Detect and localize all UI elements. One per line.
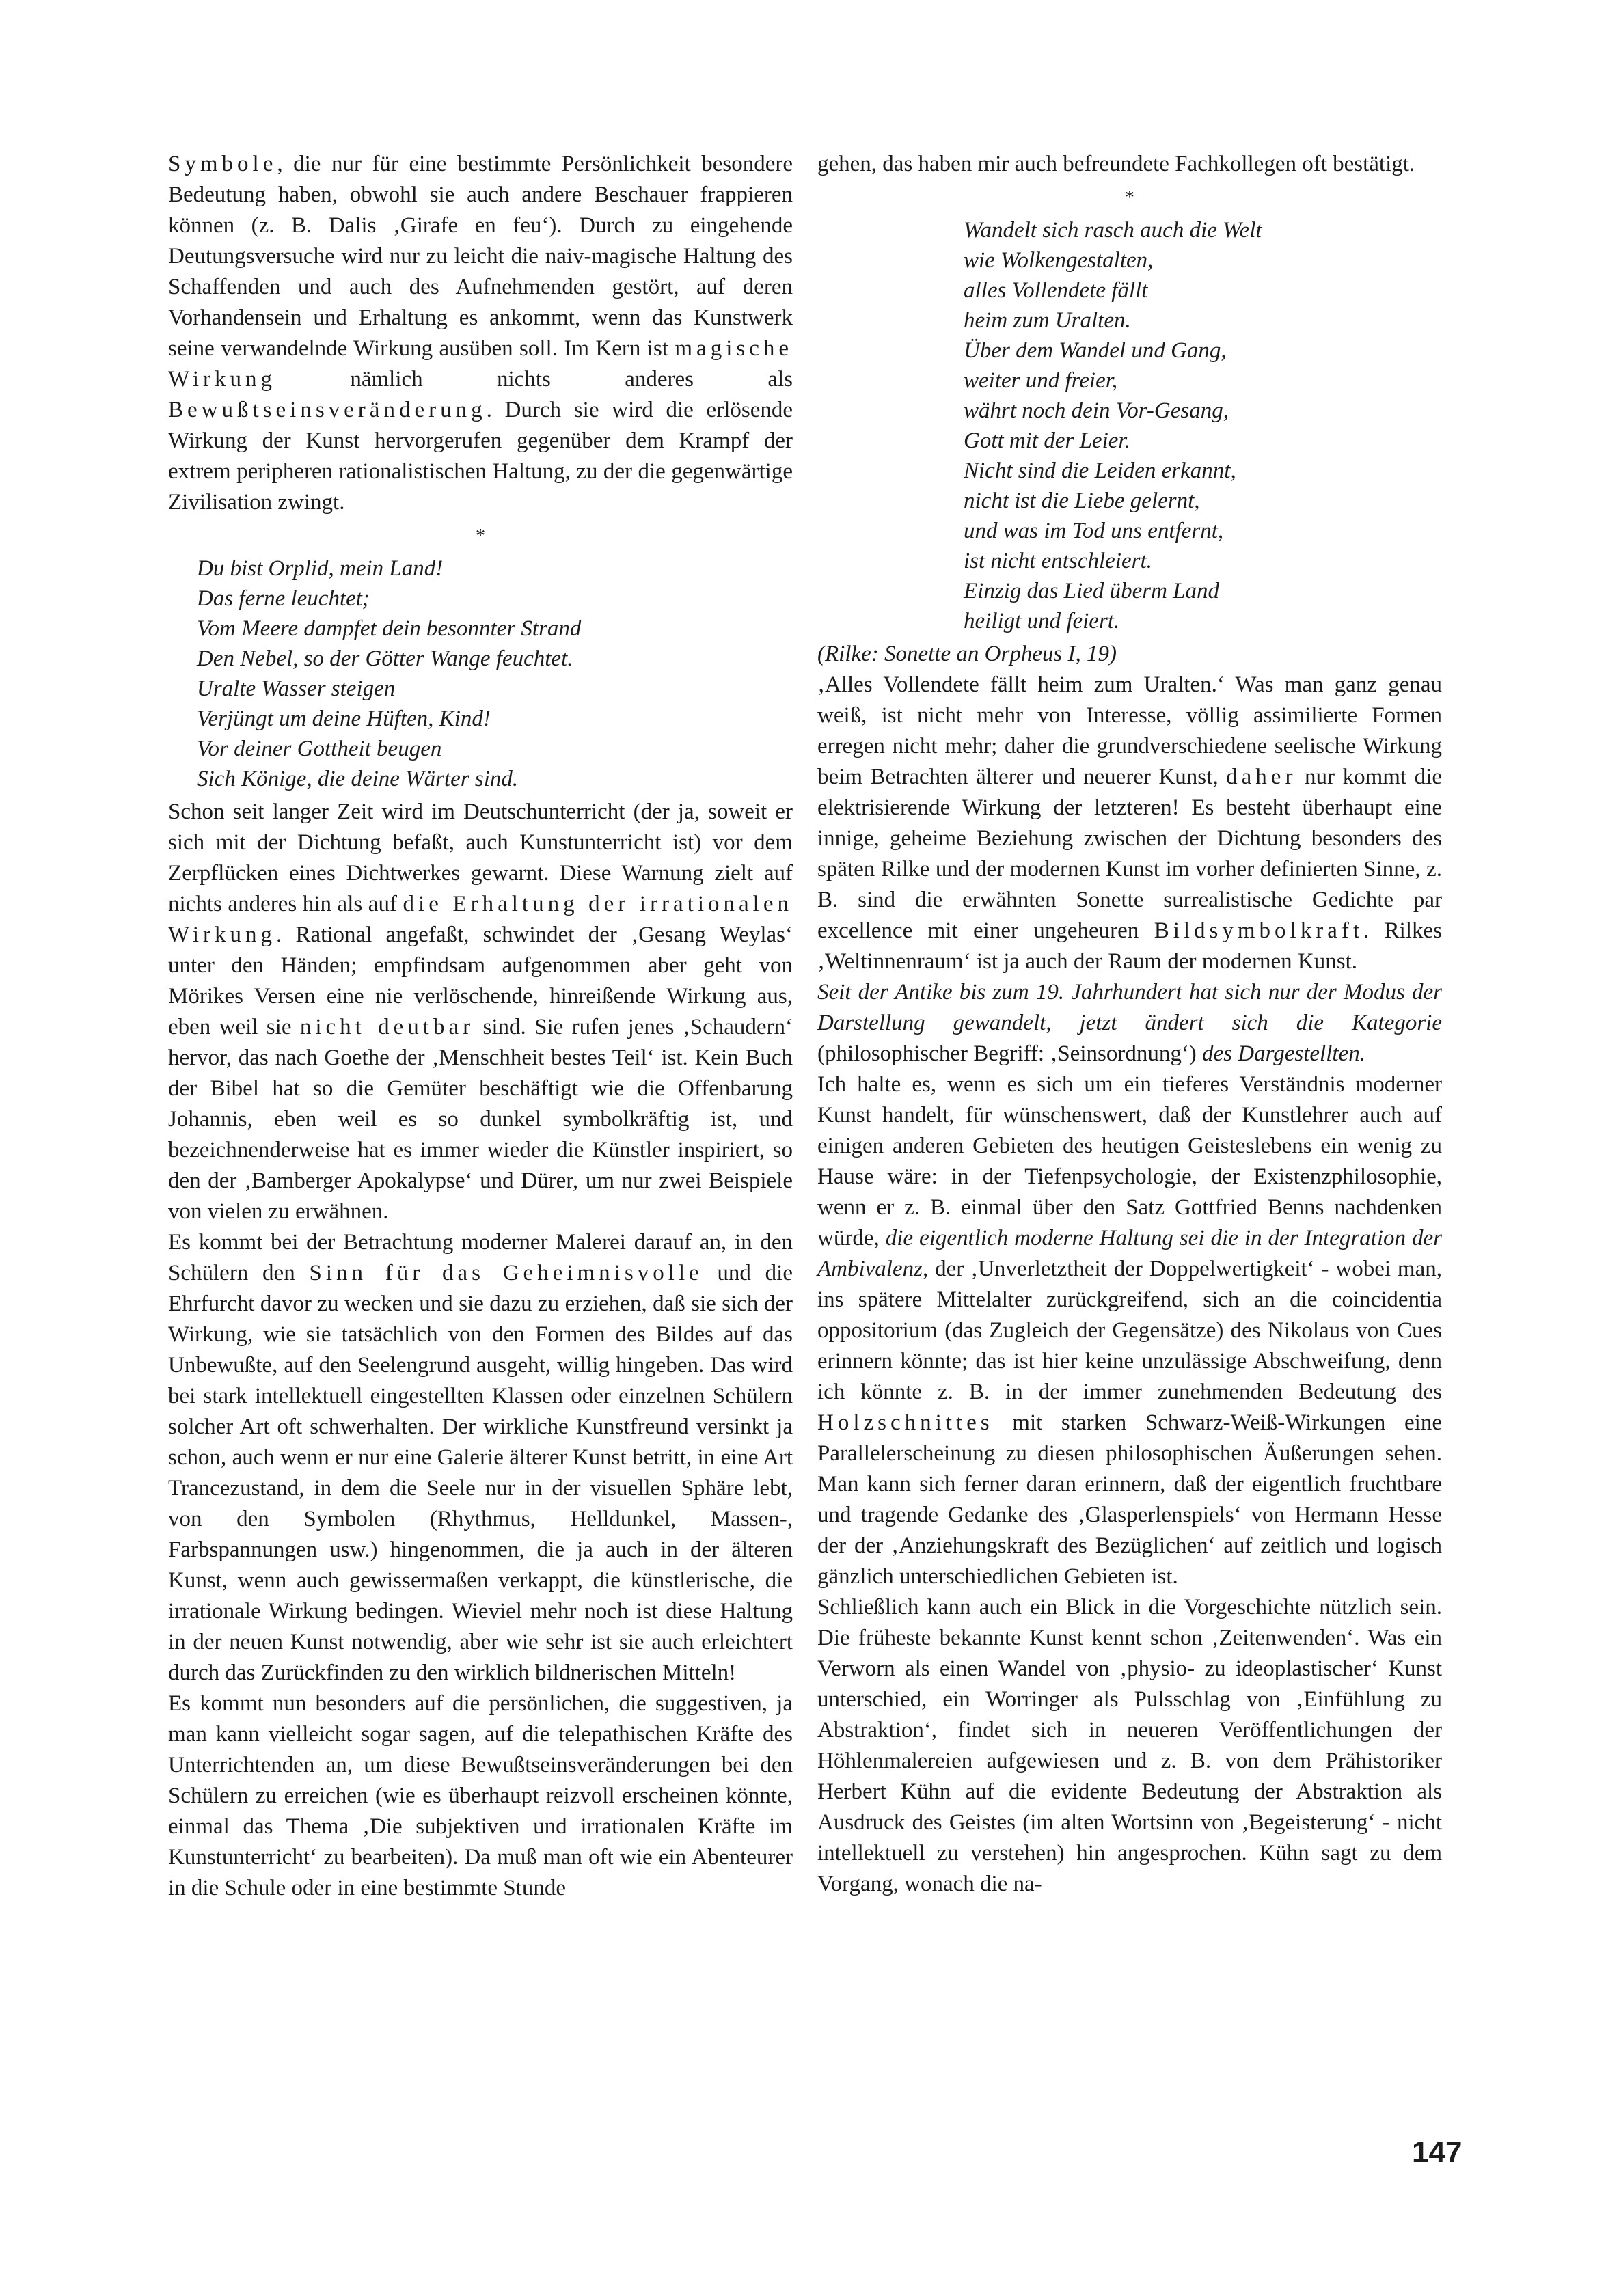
paragraph-continuation: gehen, das haben mir auch befreundete Fachkollegen oft bestätigt. [817, 152, 1415, 176]
italic-text: die eigentlich moderne Haltung sei die in der Integration der Ambivalenz [817, 1226, 1443, 1281]
paragraph-text: nur kommt die elektrisierende Wirkung der letzteren! Es besteht überhaupt eine innige, geheime Beziehung zwischen der Dichtung besonders des späten Rilke und der modernen Kunst im vorher definierten Sinne, z. B. sind die erwähnten Sonette surrealistische Gedichte par excellence mit einer ungeheuren [817, 765, 1442, 943]
paragraph-moderne-malerei [168, 1227, 793, 1689]
paragraph-text: , der ‚Unverletztheit der Doppelwertigkeit‘ - wobei man, ins spätere Mittelalter zurückgreifend, sich an die coincidentia oppositorium (das Zugleich der Gegensätze) des Nikolaus von Cues erinnern könnte; das ist hier keine unzulässige Abschweifung, denn ich könnte z. B. in der immer zunehmenden Bedeutung des [817, 1257, 1442, 1404]
spaced-term-bildsymbolkraft: Bildsymbolkraft [1154, 918, 1364, 943]
poem-line: Verjüngt um deine Hüften, Kind! [197, 707, 491, 731]
poem-line: Du bist Orplid, mein Land! [197, 556, 444, 581]
poem-line: Wandelt sich rasch auch die Welt [964, 218, 1262, 243]
paragraph-deutschunterricht [168, 797, 793, 1227]
poem-line: Sich Könige, die deine Wärter sind. [197, 767, 519, 791]
poem-line: alles Vollendete fällt [964, 278, 1148, 303]
section-asterisk: * [476, 525, 485, 547]
poem-citation: (Rilke: Sonette an Orpheus I, 19) [817, 642, 1117, 666]
poem-line: weiter und freier, [964, 368, 1118, 393]
paragraph-text: (philosophischer Begriff: ‚Seinsordnung‘) [817, 1041, 1203, 1066]
poem-line: nicht ist die Liebe gelernt, [964, 489, 1200, 513]
poem-line: Den Nebel, so der Götter Wange feuchtet. [197, 646, 573, 671]
section-asterisk: * [1125, 187, 1134, 208]
left-column [168, 149, 793, 1904]
paragraph-text: Ich halte es, wenn es sich um ein tieferes Verständnis moderner Kunst handelt, für wünschenswert, daß der Kunstlehrer auch auf einigen anderen Gebieten des heutigen Geisteslebens ein wenig zu Hause wäre: in der Tiefenpsychologie, der Existenzphilosophie, wenn er z. B. einmal über den Satz Gottfried Benns nachdenken würde, [817, 1072, 1442, 1250]
paragraph-text: mit starken Schwarz-Weiß-Wirkungen eine Parallelerscheinung zu diesen philosophischen Äußerungen sehen. Man kann sich ferner daran erinnern, daß der eigentlich fruchtbare und tragende Gedanke des ‚Glasperlenspiels‘ von Hermann Hesse der der ‚Anziehungskraft des Bezüglichen‘ auf zeitlich und logisch gänzlich unterschiedlichen Gebieten ist. [817, 1410, 1442, 1589]
poem-line: Gott mit der Leier. [964, 428, 1130, 453]
paragraph-text: Es kommt bei der Betrachtung moderner Malerei darauf an, in den Schülern den [168, 1230, 793, 1285]
paragraph-telepathische-kraefte: Es kommt nun besonders auf die persönlichen, die suggestiven, ja man kann vielleicht sogar sagen, auf die telepathischen Kräfte des Unterrichtenden an, um diese Bewußtseinsveränderungen bei den Schülern zu erreichen (wie es überhaupt reizvoll erscheinen könnte, einmal das Thema ‚Die subjektiven und irrationalen Kräfte im Kunstunterricht‘ zu bearbeiten). Da muß man oft wie ein Abenteurer in die Schule oder in eine bestimmte Stunde [168, 1691, 793, 1900]
poem-line: heiligt und feiert. [964, 609, 1120, 633]
paragraph-antike [817, 977, 1442, 1069]
spaced-term-daher: daher [1226, 765, 1297, 789]
poem-orplid [168, 554, 793, 794]
paragraph-text: , die nur für eine bestimmte Persönlichkeit besondere Bedeutung haben, obwohl sie auch andere Beschauer frappieren können (z. B. Dalis ‚Girafe en feu‘). Durch zu eingehende Deutungsversuche wird nur zu leicht die naiv-magische Haltung des Schaffenden und auch des Aufnehmenden gestört, auf deren Vorhandensein und Erhaltung es ankommt, wenn das Kunstwerk seine verwandelnde Wirkung ausüben soll. Im Kern ist [168, 152, 793, 361]
poem-line: Einzig das Lied überm Land [964, 579, 1220, 603]
poem-line: Das ferne leuchtet; [197, 586, 370, 611]
paragraph-text: ‚Alles Vollendete fällt heim zum Uralten.‘ Was man ganz genau weiß, ist nicht mehr von Interesse, völlig assimilierte Formen erregen nicht mehr; daher die grundverschiedene seelische Wirkung beim Betrachten älterer und neuerer Kunst, [817, 672, 1442, 789]
poem-line: heim zum Uralten. [964, 308, 1131, 333]
poem-line: Uralte Wasser steigen [197, 676, 396, 701]
paragraph-vorgeschichte: Schließlich kann auch ein Blick in die Vorgeschichte nützlich sein. Die früheste bekannte Kunst kennt schon ‚Zeitenwenden‘. Was ein Verworn als einen Wandel von ‚physio- zu ideoplastischer‘ Kunst unterschied, ein Worringer als Pulsschlag von ‚Einfühlung zu Abstraktion‘, findet sich in neueren Veröffentlichungen der Höhlenmalereien aufgewiesen und z. B. von dem Prähistoriker Herbert Kühn auf die evidente Bedeutung der Abstraktion als Ausdruck des Geistes (im alten Wortsinn von ‚Begeisterung‘ - nicht intellektuell zu verstehen) hin angesprochen. Kühn sagt zu dem Vorgang, wonach die na- [817, 1595, 1442, 1896]
spaced-term-magische-wirkung: magische Wirkung [168, 336, 793, 392]
paragraph-text: . Durch sie wird die erlösende Wirkung der Kunst hervorgerufen gegenüber dem Krampf der extrem peripheren rationalistischen Haltung, zu der die gegenwärtige Zivilisation zwingt. [168, 398, 793, 515]
page-number: 147 [1412, 2135, 1462, 2169]
poem-rilke [817, 215, 1442, 636]
spaced-term-irrationale-wirkung: die Erhaltung der irrationalen Wirkung [168, 892, 793, 947]
paragraph-text: . Rational angefaßt, schwindet der ‚Gesang Weylas‘ unter den Händen; empfindsam aufgenommen aber geht von Mörikes Versen eine nie verlöschende, hinreißende Wirkung aus, eben weil sie [168, 922, 793, 1039]
paragraph-text: Schon seit langer Zeit wird im Deutschunterricht (der ja, soweit er sich mit der Dichtung befaßt, auch Kunstunterricht ist) vor dem Zerpflücken eines Dichtwerkes gewarnt. Diese Warnung zielt auf nichts anderes hin als auf [168, 800, 793, 916]
spaced-term-symbole: Symbole [168, 152, 277, 176]
spaced-term-nicht-deutbar: nicht deutbar [299, 1015, 475, 1039]
poem-line: währt noch dein Vor-Gesang, [964, 398, 1229, 423]
paragraph-text: sind. Sie rufen jenes ‚Schaudern‘ hervor, das nach Goethe der ‚Menschheit bestes Teil‘ ist. Kein Buch der Bibel hat so die Gemüter beschäftigt wie die Offenbarung Johannis, eben weil es so dunkel symbolkräftig ist, und bezeichnenderweise hat es immer wieder die Künstler inspiriert, so den der ‚Bamberger Apokalypse‘ und Dürer, um nur zwei Beispiele von vielen zu erwähnen. [168, 1015, 793, 1224]
paragraph-kunstlehrer [817, 1069, 1442, 1592]
italic-text: Seit der Antike bis zum 19. Jahrhundert hat sich nur der Modus der Darstellung gewandelt, jetzt ändert sich die Kategorie [817, 980, 1442, 1035]
poem-line: Nicht sind die Leiden erkannt, [964, 459, 1236, 483]
spaced-term-geheimnisvolle: Sinn für das Geheimnisvolle [309, 1261, 703, 1285]
paragraph-vollendete [817, 670, 1442, 977]
italic-text: des Dargestellten. [1202, 1041, 1365, 1066]
paragraph-text: nämlich nichts anderes als [275, 367, 793, 392]
poem-line: Vom Meere dampfet dein besonnter Strand [197, 616, 582, 641]
poem-line: Vor deiner Gottheit beugen [197, 737, 442, 761]
paragraph-text: . Rilkes ‚Weltinnenraum‘ ist ja auch der Raum der modernen Kunst. [817, 918, 1442, 974]
paragraph-symbole [168, 149, 793, 518]
poem-line: und was im Tod uns entfernt, [964, 519, 1224, 543]
poem-line: wie Wolkengestalten, [964, 248, 1154, 273]
poem-line: Über dem Wandel und Gang, [964, 338, 1227, 363]
spaced-term-holzschnittes: Holzschnittes [817, 1410, 994, 1435]
spaced-term-bewusstseinsveraenderung: Bewußtseinsveränderung [168, 398, 487, 422]
paragraph-text: und die Ehrfurcht davor zu wecken und sie dazu zu erziehen, daß sie sich der Wirkung, wie sie tatsächlich von den Formen des Bildes auf das Unbewußte, auf den Seelengrund ausgeht, willig hingeben. Das wird bei stark intellektuell eingestellten Klassen oder einzelnen Schülern solcher Art oft schwerhalten. Der wirkliche Kunstfreund versinkt ja schon, auch wenn er nur eine Galerie älterer Kunst betritt, in eine Art Trancezustand, in dem die Seele nur in der visuellen Sphäre lebt, von den Symbolen (Rhythmus, Helldunkel, Massen-, Farbspannungen usw.) hingenommen, die ja auch in der älteren Kunst, wenn auch gewissermaßen verkappt, die künstlerische, die irrationale Wirkung bedingen. Wieviel mehr noch ist diese Haltung in der neuen Kunst notwendig, aber wie sehr ist sie auch erleichtert durch das Zurückfinden zu den wirklich bildnerischen Mitteln! [168, 1261, 793, 1685]
poem-line: ist nicht entschleiert. [964, 549, 1152, 573]
right-column [817, 149, 1442, 1900]
